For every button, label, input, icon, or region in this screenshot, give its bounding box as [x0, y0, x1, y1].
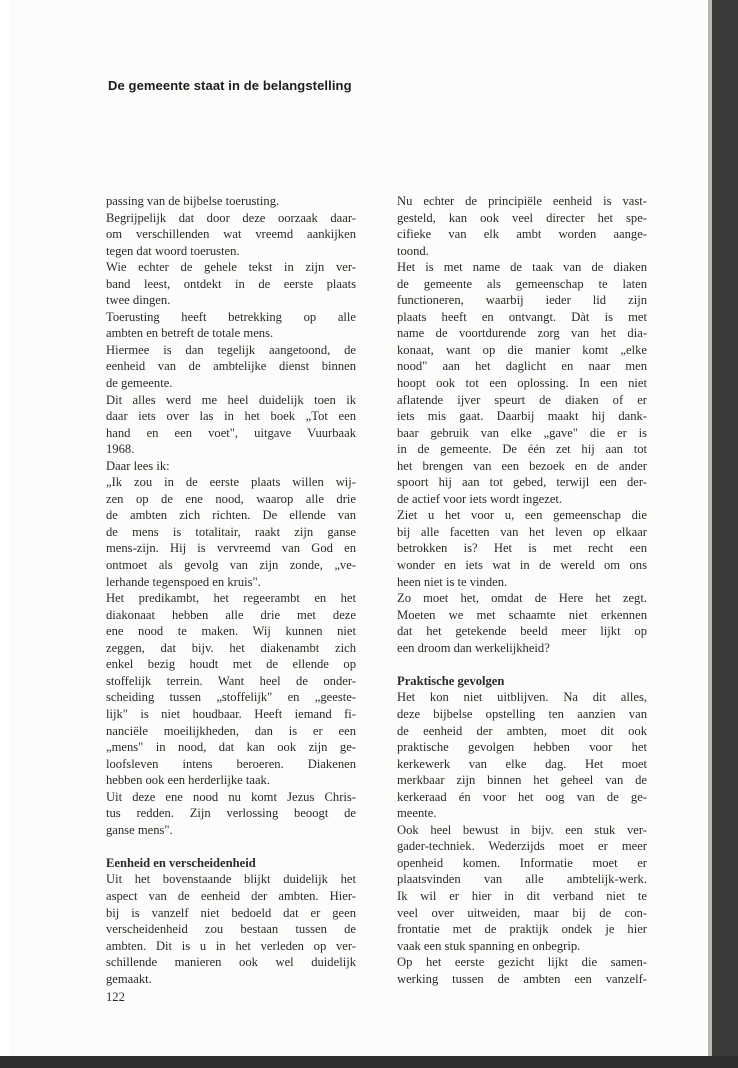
text-line: Nu echter de principiële eenheid is vast- [397, 194, 647, 208]
text-line: Uit deze ene nood nu komt Jezus Chris- [106, 789, 356, 804]
text-line: nanciële moeilijkheden, dan is er een [106, 723, 356, 738]
text-line: Moeten we met schaamte niet erkennen [397, 607, 647, 622]
text-line: Begrijpelijk dat door deze oorzaak daar- [106, 210, 356, 225]
text-line: in de gemeente. De één zet hij aan tot [397, 442, 647, 457]
text-line: Hiermee is dan tegelijk aangetoond, de [106, 342, 356, 357]
text-line: het brengen van een bezoek en de ander [397, 458, 647, 473]
text-line: scheiding tussen „stoffelijk" en „geeste- [106, 690, 356, 705]
page-number: 122 [106, 990, 125, 1004]
text-line: de actief voor iets wordt ingezet. [397, 491, 563, 506]
text-line: vaak een stuk spanning en onbegrip. [397, 938, 581, 953]
text-line: ontmoet als gevolg van zijn zonde, „ve- [106, 558, 356, 573]
text-line: wonder en iets wat in de wereld om ons [397, 558, 647, 573]
text-line: Wie echter de gehele tekst in zijn ver- [106, 260, 356, 275]
text-line: ganse mens". [106, 822, 173, 837]
text-line: frontatie met de praktijk ondek je hier [397, 922, 647, 937]
paragraph-gap [397, 656, 647, 673]
text-line: om verschillenden wat vreemd aankijken [106, 227, 356, 242]
left-text-column [106, 193, 356, 987]
text-line: Het is met name de taak van de diaken [397, 260, 647, 275]
text-line: passing van de bijbelse toerusting. [106, 194, 280, 208]
text-line: Toerusting heeft betrekking op alle [106, 309, 356, 324]
text-line: merkbaar zijn binnen het geheel van de [397, 773, 647, 788]
text-line: 1968. [106, 442, 135, 457]
text-line: de gemeente. [106, 376, 173, 391]
text-line: zeggen, dat bijv. het diakenambt zich [106, 640, 356, 655]
text-line: Ziet u het voor u, een gemeenschap die [397, 508, 647, 523]
text-line: verscheidenheid zou bestaan tussen de [106, 922, 356, 937]
text-line: enkel bezig houdt met de ellende op [106, 657, 356, 672]
text-line: heen niet is te vinden. [397, 574, 508, 589]
text-line: kerkeraad én voor het oog van de ge- [397, 789, 647, 804]
text-line: spoort hij aan tot gebed, terwijl een der- [397, 475, 647, 490]
text-line: daar iets over las in het boek „Tot een [106, 409, 356, 424]
text-line: Uit het bovenstaande blijkt duidelijk het [106, 872, 356, 887]
text-line: tus redden. Zijn verlossing beoogt de [106, 806, 356, 821]
text-line: hoopt ook tot een oplossing. In een niet [397, 376, 647, 391]
right-text-column [397, 193, 647, 987]
text-line: praktische gevolgen hebben voor het [397, 740, 647, 755]
text-line: baar gebruik van elke „gave" die er is [397, 425, 647, 440]
text-line: gader-techniek. Wederzijds moet er meer [397, 839, 647, 854]
text-line: Ook heel bewust in bijv. een stuk ver- [397, 822, 647, 837]
text-line: eenheid van de ambtelijke dienst binnen [106, 359, 356, 374]
text-line: Dit alles werd me heel duidelijk toen ik [106, 392, 356, 407]
text-line: de ambten zich richten. De ellende van [106, 508, 356, 523]
text-line: werking tussen de ambten een vanzelf- [397, 971, 647, 986]
text-line: Het predikambt, het regeerambt en het [106, 591, 356, 606]
text-line: diakonaat hebben alle drie met deze [106, 607, 356, 622]
text-line: lerhande tegenspoed en kruis". [106, 574, 261, 589]
text-line: bij is vanzelf niet bedoeld dat er geen [106, 905, 356, 920]
text-line: „mens" in nood, dat kan ook zijn ge- [106, 740, 356, 755]
text-line: hand en een voet", uitgave Vuurbaak [106, 425, 356, 440]
scan-margin-left [0, 0, 10, 1068]
text-line: Het kon niet uitblijven. Na dit alles, [397, 690, 647, 705]
text-line: nood" aan het daglicht en naar men [397, 359, 647, 374]
text-line: dat het getekende beeld meer lijkt op [397, 624, 647, 639]
text-line: Ik wil er hier in dit verband niet te [397, 888, 647, 903]
text-line: plaatsvinden van alle ambtelijk-werk. [397, 872, 647, 887]
text-line: kerkewerk van elke dag. Het moet [397, 756, 647, 771]
text-line: band leest, ontdekt in de eerste plaats [106, 276, 356, 291]
text-line: stoffelijk terrein. Want heel de onder- [106, 673, 356, 688]
text-line: betrokken is? Het is met recht een [397, 541, 647, 556]
text-line: tegen dat woord toerusten. [106, 243, 240, 258]
text-line: deze bijbelse opstelling ten aanzien van [397, 706, 647, 721]
text-line: meente. [397, 806, 437, 821]
text-line: loofsleven intens beroeren. Diakenen [106, 756, 356, 771]
text-line: aspect van de eenheid der ambten. Hier- [106, 888, 356, 903]
section-heading: Eenheid en verscheidenheid [106, 855, 256, 870]
text-line: mens-zijn. Hij is vervreemd van God en [106, 541, 356, 556]
text-line: ambten. Dit is u in het verleden op ver- [106, 938, 356, 953]
text-line: toond. [397, 243, 429, 258]
text-line: veel over uitweiden, maar bij de con- [397, 905, 647, 920]
text-line: ambten en betreft de totale mens. [106, 326, 274, 341]
text-line: gemaakt. [106, 971, 152, 986]
text-line: gesteld, kan ook veel directer het spe- [397, 210, 647, 225]
section-heading: Praktische gevolgen [397, 673, 505, 688]
scan-edge-right [712, 0, 738, 1068]
text-line: zen op de ene nood, waarop alle drie [106, 491, 356, 506]
scan-edge-bottom [0, 1056, 738, 1068]
text-line: aflatende ijver speurt de diaken of er [397, 392, 647, 407]
text-line: de mens is totalitair, raakt zijn ganse [106, 524, 356, 539]
text-line: bij alle facetten van het leven op elkaar [397, 524, 647, 539]
text-line: „Ik zou in de eerste plaats willen wij- [106, 475, 356, 490]
text-line: Zo moet het, omdat de Here het zegt. [397, 591, 647, 606]
text-line: hebben ook een herderlijke taak. [106, 773, 270, 788]
paragraph-gap [106, 838, 356, 855]
text-line: twee dingen. [106, 293, 171, 308]
text-line: plaats heeft en ontvangt. Dàt is met [397, 309, 647, 324]
text-line: Op het eerste gezicht lijkt die samen- [397, 955, 647, 970]
text-line: de gemeente als gemeenschap te laten [397, 276, 647, 291]
text-line: openheid komen. Informatie moet er [397, 855, 647, 870]
text-line: de eenheid der ambten, moet dit ook [397, 723, 647, 738]
text-line: ene nood te maken. Wij kunnen niet [106, 624, 356, 639]
text-line: konaat, want op die manier komt „elke [397, 342, 647, 357]
text-line: Daar lees ik: [106, 458, 170, 473]
running-head: De gemeente staat in de belangstelling [108, 78, 352, 93]
text-line: functioneren, waarbij ieder lid zijn [397, 293, 647, 308]
text-line: cifieke van elk ambt worden aange- [397, 227, 647, 242]
text-line: een droom dan werkelijkheid? [397, 640, 550, 655]
text-line: name de voortdurende zorg van het dia- [397, 326, 647, 341]
text-line: iets mis gaat. Daarbij maakt hij dank- [397, 409, 647, 424]
text-line: schillende manieren ook wel duidelijk [106, 955, 356, 970]
text-line: lijk" is niet houdbaar. Heeft iemand fi- [106, 706, 356, 721]
